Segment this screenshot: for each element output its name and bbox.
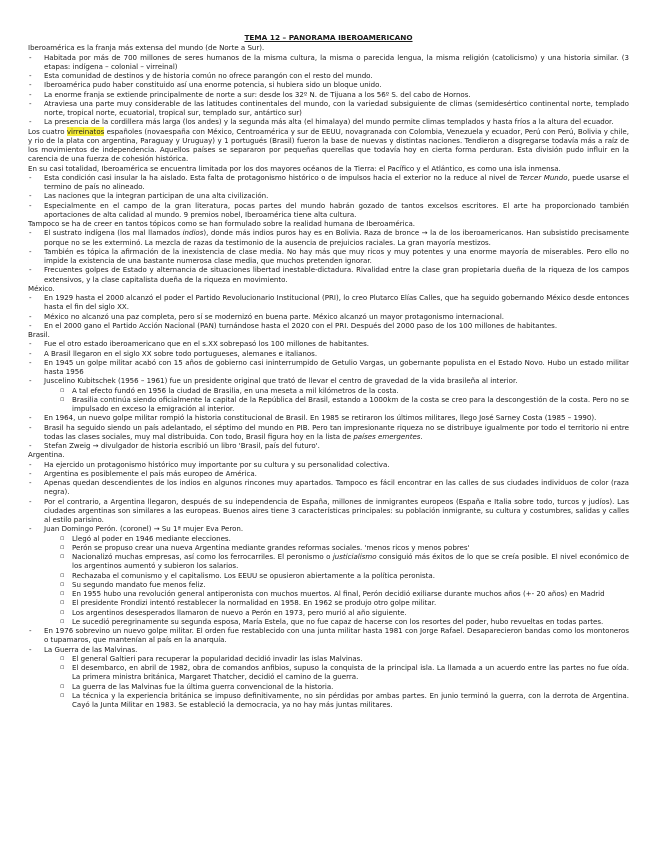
list-item: - Argentina es posiblemente el país más europeo de América.	[28, 469, 629, 478]
list-item: - En 1945 un golpe militar acabó con 15 años de gobierno casi ininterrumpido de Getulio Vargas, un gobernante populista en el Estado Novo. Hubo un estado militar hasta 1956	[28, 358, 629, 377]
italic-text: Tercer Mundo	[519, 172, 568, 182]
text-run: Esta condición casi insular la ha aislado. Esta falta de protagonismo histórico o de impulsos hacia el exterior no la reduce al nivel de	[44, 172, 520, 182]
list-item	[28, 228, 629, 247]
malvinas-sublist	[44, 654, 629, 710]
sub-list-item: ▫ Brasilia continúa siendo oficialmente la capital de la República del Brasil, estando a 1000km de la costa se creo para la descongestión de la costa. Pero no se impulsado en exceso la emigración al interior.	[44, 395, 629, 414]
section-heading-argentina: Argentina.	[28, 450, 65, 460]
sub-list-item: ▫ El desembarco, en abril de 1982, obra de comandos anfibios, supuso la conquista de la principal isla. La llamada a un acuerdo entre las partes no fue oída. La primera ministra británica, Margaret Thatcher, decidió el camino de la guerra.	[44, 663, 629, 682]
tampoco-paragraph: Tampoco se ha de creer en tantos tópicos como se han formulado sobre la realidad humana de Iberoamérica.	[28, 219, 416, 228]
sub-list-item: ▫ Llegó al poder en 1946 mediante elecciones.	[44, 534, 629, 543]
isla-paragraph: En su casi totalidad, Iberoamérica se encuentra limitada por los dos mayores océanos de la Tierra: el Pacífico y el Atlántico, es como una isla inmensa.	[28, 163, 561, 173]
text-run: .	[420, 431, 423, 441]
virreinatos-paragraph	[28, 127, 629, 164]
sub-list-item: ▫ Perón se propuso crear una nueva Argentina mediante grandes reformas sociales. 'menos ricos y menos pobres'	[44, 543, 629, 552]
list-item: - En 1976 sobrevino un nuevo golpe militar. El orden fue restablecido con una junta militar hasta 1981 con Jorge Rafael. Desaparecieron bandas como los montoneros o tupamaros, que mantenían al país en la anarquía.	[28, 626, 629, 645]
section-heading-mexico: México.	[28, 283, 55, 293]
sub-list-item: ▫ Rechazaba el comunismo y el capitalismo. Los EEUU se opusieron abiertamente a la política peronista.	[44, 571, 629, 580]
list-item: - México no alcanzó una paz completa, pero sí se modernizó en buena parte. México alcanzó un mayor protagonismo internacional.	[28, 312, 629, 321]
list-item: - En 1964, un nuevo golpe militar rompió la historia constitucional de Brasil. En 1985 se retiraron los últimos militares, llego José Sarney Costa (1985 – 1990).	[28, 413, 629, 422]
sub-list-item: ▫ Le sucedió peregrinamente su segunda esposa, María Estela, que no fue capaz de hacerse con los resortes del poder, hubo revueltas en todas partes.	[44, 617, 629, 626]
topicos-list	[28, 228, 629, 284]
list-item: - Las naciones que la integran participan de una alta civilización.	[28, 191, 629, 200]
sub-list-item: ▫ En 1955 hubo una revolución general antiperonista con muchos muertos. Al final, Perón decidió exiliarse durante muchos años (+- 20 años) en Madrid	[44, 589, 629, 598]
italic-text: países emergentes	[353, 431, 421, 441]
sub-list-item: ▫ La guerra de las Malvinas fue la última guerra convencional de la historia.	[44, 682, 629, 691]
list-item	[28, 524, 629, 626]
list-item	[28, 173, 629, 192]
list-item: - Especialmente en el campo de la gran literatura, pocas partes del mundo habrán gozado de tantos excelsos escritores. El arte ha proporcionado también aportaciones de alta calidad al mundo. 9 premios nobel, Iberoamérica tiene alta cultura.	[28, 201, 629, 220]
isla-list	[28, 173, 629, 219]
brasilia-sublist	[44, 386, 629, 414]
sub-list-item: ▫ A tal efecto fundó en 1956 la ciudad de Brasilia, en una meseta a mil kilómetros de la costa.	[44, 386, 629, 395]
sub-list-item: ▫ La técnica y la experiencia británica se impuso definitivamente, no sin pérdidas por ambas partes. En junio terminó la guerra, con la derrota de Argentina. Cayó la Junta Militar en 1983. Se estableció la democracia, ya no hay más juntas militares.	[44, 691, 629, 710]
text-run: consiguió más éxitos de lo que se creía posible. El nivel económico de los argentinos aumentó y subieron los salarios.	[72, 552, 629, 571]
text-run: Nacionalizó muchas empresas, así como los ferrocarriles. El peronismo o	[72, 552, 333, 561]
list-item: - Habitada por más de 700 millones de seres humanos de la misma cultura, la misma o parecida lengua, la misma religión (catolicismo) y una historia similar. (3 etapas: indígena – colonial – virreinal)	[28, 53, 629, 72]
intro-paragraph: Iberoamérica es la franja más extensa del mundo (de Norte a Sur).	[28, 43, 265, 53]
document-page	[28, 0, 629, 709]
sub-list-item: ▫ Los argentinos desesperados llamaron de nuevo a Perón en 1973, pero murió al año siguiente.	[44, 608, 629, 617]
sub-list-item: ▫ El presidente Frondizi intentó restablecer la normalidad en 1958. En 1962 se produjo otro golpe militar.	[44, 598, 629, 607]
italic-text: indios	[182, 228, 204, 238]
brasil-list	[28, 339, 629, 450]
text-run: Juan Domingo Perón. (coronel) → Su 1ª mujer Eva Peron.	[44, 524, 244, 534]
list-item: - También es tópica la afirmación de la inexistencia de clase media. No hay más que muy ricos y muy potentes y una enorme mayoría de miserables. Pero ello no impide la existencia de una bastante numerosa clase media, que muchos pretenden ignorar.	[28, 247, 629, 266]
italic-text: justicialismo	[332, 552, 377, 561]
peron-sublist	[44, 534, 629, 627]
list-item: - A Brasil llegaron en el siglo XX sobre todo portugueses, alemanes e italianos.	[28, 349, 629, 358]
text-run: Juscelino Kubitschek (1956 – 1961) fue un presidente original que trató de llevar el centro de gravedad de la vida brasileña al interior.	[44, 376, 518, 386]
text-run: La Guerra de las Malvinas.	[44, 644, 138, 654]
text-run: El sustrato indígena (los mal llamados	[44, 228, 183, 238]
list-item: - La enorme franja se extiende principalmente de norte a sur: desde los 32º N. de Tijuana a los 56º S. del cabo de Hornos.	[28, 90, 629, 99]
list-item: - Iberoamérica pudo haber constituido así una enorme potencia, si hubiera sido un bloque unido.	[28, 80, 629, 89]
text-run: Los cuatro	[28, 126, 67, 136]
list-item: - Apenas quedan descendientes de los indios en algunos rincones muy apartados. Tampoco es fácil encontrar en las calles de sus ciudades individuos de color (raza negra).	[28, 478, 629, 497]
list-item: - Esta comunidad de destinos y de historia común no ofrece parangón con el resto del mundo.	[28, 71, 629, 80]
list-item	[28, 645, 629, 710]
highlighted-word: virreinatos	[66, 126, 105, 136]
list-item	[28, 376, 629, 413]
list-item	[28, 423, 629, 442]
text-run: ), donde más indios puros hay es en Bolivia. Raza de bronce → la de los iberoamericanos. Han subsistido precisamente porque no se les exterminó. La mezcla de razas da testimonio de la ausencia de prejuicios raciales. La gran mayoría mestizos.	[44, 228, 629, 247]
sub-list-item: ▫ Su segundo mandato fue menos feliz.	[44, 580, 629, 589]
list-item: - Fue el otro estado iberoamericano que en el s.XX sobrepasó los 100 millones de habitantes.	[28, 339, 629, 348]
argentina-list	[28, 460, 629, 710]
text-run: Brasil ha seguido siendo un país adelantado, el séptimo del mundo en PIB. Pero tan impresionante riqueza no se distribuye igualmente por todo el territorio ni entre todas las clases sociales, muy mal distribuida. Con todo, Brasil figura hoy en la lista de	[44, 422, 629, 441]
text-run: , puede usarse el termino de país no alineado.	[44, 172, 629, 191]
list-item: - Ha ejercido un protagonismo histórico muy importante por su cultura y su personalidad colectiva.	[28, 460, 629, 469]
section-heading-brasil: Brasil.	[28, 330, 50, 339]
list-item: - En 1929 hasta el 2000 alcanzó el poder el Partido Revolucionario Institucional (PRI), lo creo Plutarco Elías Calles, que ha seguido gobernando México desde entonces hasta el fin del siglo XX.	[28, 293, 629, 312]
list-item: - Frecuentes golpes de Estado y alternancia de situaciones libertad inestable-dictadura. Rivalidad entre la clase gran propietaria dueña de la riqueza de los campos extensivos, y la clase capitalista dueña de la riqueza en movimiento.	[28, 265, 629, 284]
text-run: españoles (novaespaña con México, Centroamérica y sur de EEUU, novagranada con Colombia, Venezuela y ecuador, Perú con Perú, Bolivia y chile, y rio de la plata con argentina, Paraguay y Uruguay) y 1 portugués (Brasil) fueron la base de nuevas y distintas naciones. Tendieron a disgregarse todavía más a raíz de los movimientos de independencia. Aquellos países se separaron por pequeñas querellas que todavía hoy en cierta forma perduran. Esta división pudo influir en la carencia de una fuerza de cohesión histórica.	[28, 126, 629, 164]
list-item: - Atraviesa una parte muy considerable de las latitudes continentales del mundo, con la variedad subsiguiente de climas (semidesértico continental norte, templado norte, tropical norte, ecuatorial, tropical sur, templado sur, antártico sur)	[28, 99, 629, 118]
page-title: TEMA 12 – PANORAMA IBEROAMERICANO	[244, 33, 413, 42]
sub-list-item: ▫ El general Galtieri para recuperar la popularidad decidió invadir las islas Malvinas.	[44, 654, 629, 663]
sub-list-item	[44, 552, 629, 571]
intro-list	[28, 53, 629, 127]
list-item: - Por el contrario, a Argentina llegaron, después de su independencia de España, millones de inmigrantes europeos (España e Italia sobre todo, turcos y judíos). Las ciudades argentinas son similares a las europeas. Buenos aires tiene 3 características principales: su población inmigrante, su cultura y costumbres, salidas y calles al estilo parisino.	[28, 497, 629, 525]
mexico-list	[28, 293, 629, 330]
list-item: - Stefan Zweig → divulgador de historia escribió un libro 'Brasil, país del futuro'.	[28, 441, 629, 450]
list-item: - En el 2000 gano el Partido Acción Nacional (PAN) turnándose hasta el 2020 con el PRI. Después del 2000 paso de los 100 millones de habitantes.	[28, 321, 629, 330]
list-item: - La presencia de la cordillera más larga (los andes) y la segunda más alta (el himalaya) del mundo permite climas templados y hasta fríos a la altura del ecuador.	[28, 117, 629, 126]
